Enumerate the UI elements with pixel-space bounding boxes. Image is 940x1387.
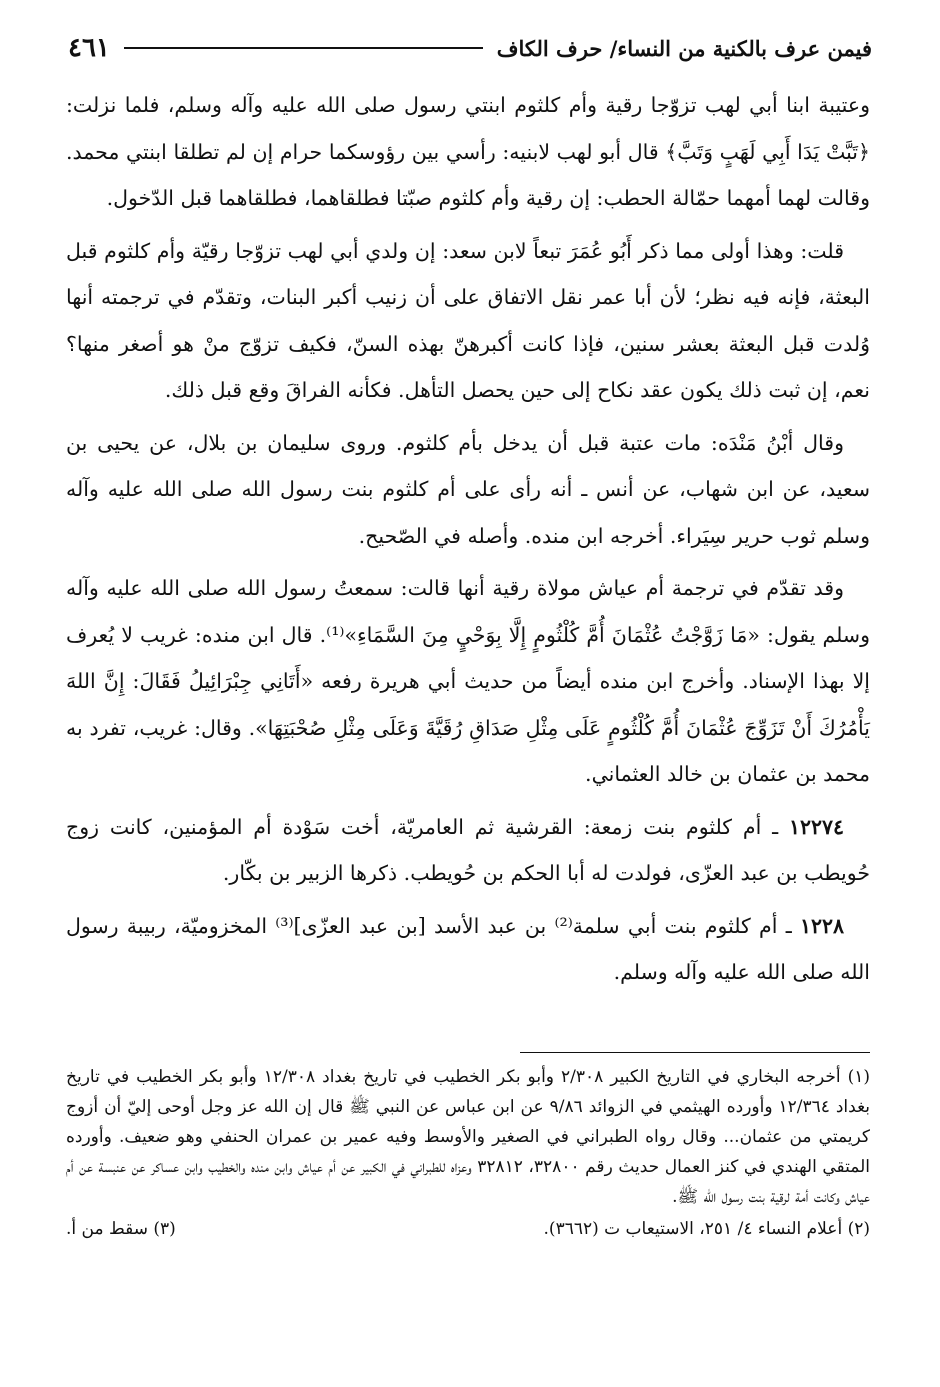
footnotes (66, 1062, 870, 1244)
paragraph: وعتيبة ابنا أبي لهب تزوّجا رقية وأم كلثوم ابنتي رسول صلى الله عليه وآله وسلم، فلما نزلت: ﴿تَبَّتْ يَدَا أَبِي لَهَبٍ وَتَبَّ﴾ قال أبو لهب لابنيه: رأسي بين رؤوسكما حرام إن لم تطلقا ابنتي محمد. وقالت لهما أمهما حمّالة الحطب: إن رقية وأم كلثوم صبّتا فطلقاهما، فطلقاهما قبل الدّخول. (66, 93, 870, 210)
main-text (66, 82, 870, 1002)
entry-number: ١٢٢٨ (799, 913, 844, 938)
page-header (68, 28, 872, 68)
paragraph: وقد تقدّم في ترجمة أم عياش مولاة رقية أنها قالت: سمعتُ رسول الله صلى الله عليه وآله وسلم يقول: «مَا زَوَّجْتُ عُثْمَانَ أُمَّ كُلْثُومٍ إِلَّا بِوَحْيٍ مِنَ السَّمَاءِ»⁽¹⁾. قال ابن منده: غريب لا يُعرف إلا بهذا الإسناد. وأخرج ابن منده أيضاً من حديث أبي هريرة رفعه «أَتَانِي جِبْرَائِيلُ فَقَالَ: إِنَّ اللهَ يَأْمُرُكَ أَنْ تَزَوِّجَ عُثْمَانَ أُمَّ كُلْثُومٍ عَلَى مِثْلِ صَدَاقِ رُقَيَّةَ وَعَلَى مِثْلِ صُحْبَتِهَا». وقال: غريب، تفرد به محمد بن عثمان بن خالد العثماني. (66, 576, 870, 786)
footnote-separator (520, 1052, 870, 1053)
entry-text: ـ أم كلثوم بنت أبي سلمة⁽²⁾ بن عبد الأسد [بن عبد العزّى]⁽³⁾ المخزوميّة، ربيبة رسول الله صلى الله عليه وآله وسلم. (66, 913, 870, 984)
header-rule (124, 47, 483, 49)
footnote-3: (٣) سقط من أ. (66, 1219, 176, 1239)
paragraph: وقال أبْنُ مَنْدَه: مات عتبة قبل أن يدخل بأم كلثوم. وروى سليمان بن بلال، عن يحيى بن سعيد، عن ابن شهاب، عن أنس ـ أنه رأى على أم كلثوم بنت رسول الله صلى الله عليه وآله وسلم ثوب حرير سِيَراء. أخرجه ابن منده. وأصله في الصّحيح. (66, 430, 870, 548)
running-title: فيمن عرف بالكنية من النساء/ حرف الكاف (496, 35, 872, 61)
entry-text: ـ أم كلثوم بنت زمعة: القرشية ثم العامريّة، أخت سَوْدة أم المؤمنين، كانت زوج حُويطب بن عبد العزّى، فولدت له أبا الحكم بن حُويطب. ذكرها الزبير بن بكّار. (66, 814, 870, 885)
footnote-row (66, 1214, 870, 1244)
entry-number: ١٢٢٧٤ (788, 814, 844, 839)
entry (66, 804, 870, 897)
page-number: ٤٦١ (68, 33, 110, 63)
footnote-2: (٢) أعلام النساء ٤/ ٢٥١، الاستيعاب ت (٣٦٦٢). (543, 1219, 870, 1239)
entry (66, 903, 870, 996)
paragraph: قلت: وهذا أولى مما ذكر أَبُو عُمَرَ تبعاً لابن سعد: إن ولدي أبي لهب تزوّجا رقيّة وأم كلثوم قبل البعثة، فإنه فيه نظر؛ لأن أبا عمر نقل الاتفاق على أن زنيب أكبر البنات، وتقدّم في ترجمته أنها وُلدت قبل البعثة بعشر سنين، فإذا كانت أكبرهنّ بهذه السنّ، فكيف تزوّج منْ هو أصغر منها؟ نعم، إن ثبت ذلك يكون عقد نكاح إلى حين يحصل التأهل. فكأنه الفراقَ وقع قبل ذلك. (66, 238, 870, 402)
footnote-1: (١) أخرجه البخاري في التاريخ الكبير ٢/٣٠٨ وأبو بكر الخطيب في تاريخ بغداد ١٢/٣٠٨ وأبو بكر الخطيب في تاريخ بغداد ١٢/٣٦٤ وأورده الهيثمي في الزوائد ٩/٨٦ عن ابن عباس عن النبي ﷺ قال إن الله عز وجل أوحى إليّ أن أزوج كريمتي من عثمان... وقال رواه الطبراني في الصغير والأوسط وفيه عمير بن عمران الحنفي وهو ضعيف. وأورده المتقي الهندي في كنز العمال حديث رقم ٣٢٨٠٠، ٣٢٨١٢ وعزاه للطبراني في الكبير عن أم عياش وابن منده والخطيب وابن عساكر عن عنبسة عن أم عياش وكانت أمة لرقية بنت رسول الله ﷺ. (66, 1067, 871, 1207)
